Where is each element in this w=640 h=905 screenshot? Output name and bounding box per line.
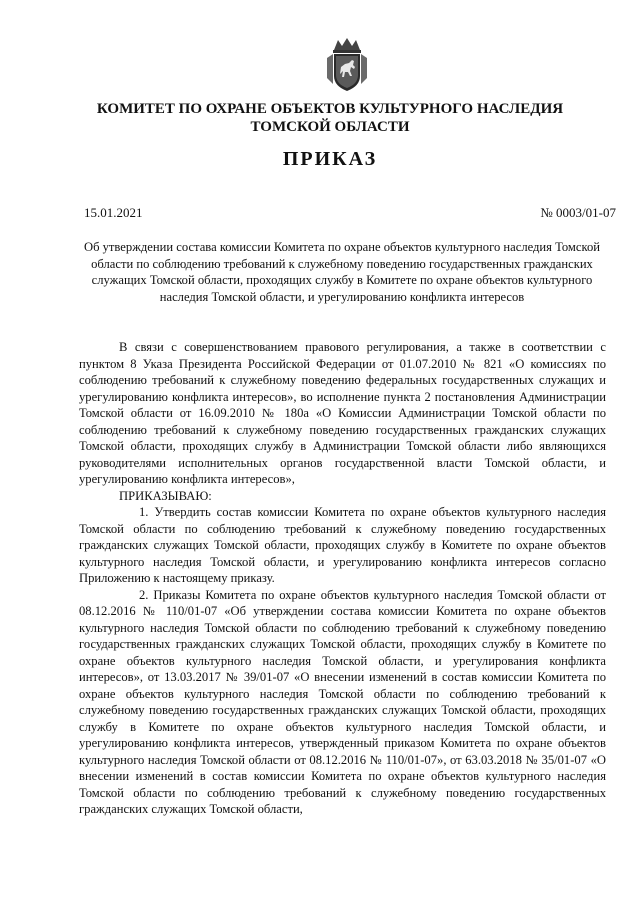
order-item-1: 1. Утвердить состав комиссии Комитета по охране объектов культурного наследия Томской области по соблюдению требований к служебному поведению государственных гражданских служащих Томской области, проходящих службу в Комитете по охране объектов культурного наследия Томской области, и урегулированию конфликта интересов согласно Приложению к настоящему приказу. [79, 505, 606, 585]
order-subject: Об утверждении состава комиссии Комитета по охране объектов культурного наследия Томской области по соблюдению требований к служебному поведению государственных гражданских служащих Томской области, проходящих службу в Комитете по охране объектов культурного наследия Томской области, и урегулированию конфликта интересов [83, 240, 600, 304]
committee-name-line2: ТОМСКОЙ ОБЛАСТИ [250, 119, 410, 135]
preamble-paragraph: В связи с совершенствованием правового регулирования, а также в соответствии с пунктом 8 Указа Президента Российской Федерации от 01.07.2010 № 821 «О комиссиях по соблюдению требований к служебному поведению федеральных государственных служащих и урегулированию конфликта интересов», во исполнение пункта 2 постановления Администрации Томской области от 16.09.2010 № 180а «О Комиссии Администрации Томской области по соблюдению требований к служебному поведению государственных гражданских служащих Томской области, проходящих службу в Администрации Томской области либо являющихся руководителями исполнительных органов государственной власти Томской области, и урегулированию конфликта интересов», [79, 340, 606, 486]
document-type-title: ПРИКАЗ [282, 148, 378, 170]
order-number: № 0003/01-07 [540, 205, 616, 220]
order-item-2: 2. Приказы Комитета по охране объектов культурного наследия Томской области от 08.12.2016 № 110/01-07 «Об утверждении состава комиссии Комитета по охране объектов культурного наследия Томской области по соблюдению требований к служебному поведению государственных гражданских служащих Томской области, проходящих службу в Комитете по охране объектов культурного наследия Томской области, и урегулирования конфликта интересов», от 13.03.2017 № 39/01-07 «О внесении изменений в состав комиссии Комитета по охране объектов культурного наследия Томской области по соблюдению требований к служебному поведению государственных гражданских служащих Томской области, проходящих службу в Комитете по охране объектов культурного наследия Томской области, и урегулированию конфликта интересов, утвержденный приказом Комитета по охране объектов культурного наследия Томской области от 08.12.2016 № 110/01-07», от 63.03.2018 № 35/01-07 «О внесении изменений в состав комиссии Комитета по охране объектов культурного наследия Томской области по соблюдению требований к служебному поведению государственных гражданских служащих Томской области, [79, 587, 606, 816]
order-body [79, 339, 606, 818]
committee-name-line1: КОМИТЕТ ПО ОХРАНЕ ОБЪЕКТОВ КУЛЬТУРНОГО НАСЛЕДИЯ [96, 101, 564, 117]
order-directive: ПРИКАЗЫВАЮ: [119, 488, 212, 503]
order-date: 15.01.2021 [84, 205, 143, 220]
tomsk-coat-of-arms-icon [324, 36, 370, 94]
